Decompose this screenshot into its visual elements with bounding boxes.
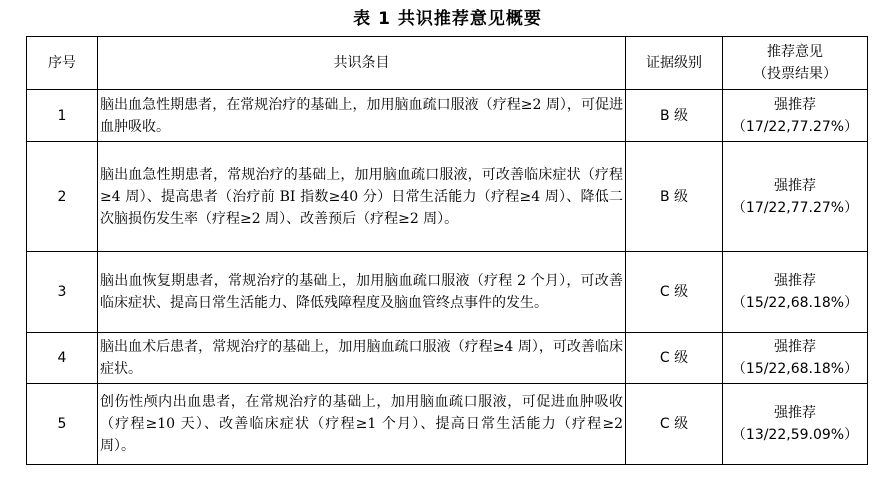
row-item: [98, 142, 626, 252]
row-item: [98, 90, 626, 142]
row-vote: （15/22,68.18%）: [731, 295, 859, 311]
header-vote-label: （投票结果）: [753, 66, 837, 82]
header-recommendation: [723, 37, 868, 90]
row-vote: （17/22,77.27%）: [731, 199, 859, 216]
row-level: C 级: [626, 252, 723, 333]
table-row: [27, 90, 868, 142]
row-item-text: 脑出血急性期患者，常规治疗的基础上，加用脑血疏口服液，可改善临床症状（疗程≥4 周）、提高患者（治疗前 BI 指数≥40 分）日常生活能力（疗程≥4 周）、降低二次脑损伤发生率（疗程≥2 周）、改善预后（疗程≥2 周）。: [100, 166, 623, 227]
row-recommendation: [723, 90, 868, 142]
row-rec: 强推荐: [774, 177, 816, 194]
row-no: 2: [27, 142, 98, 252]
row-rec: 强推荐: [774, 405, 816, 421]
row-vote: （17/22,77.27%）: [731, 118, 859, 135]
row-level: B 级: [626, 142, 723, 252]
row-no: 5: [27, 384, 98, 465]
row-level: C 级: [626, 384, 723, 465]
row-level: C 级: [626, 333, 723, 384]
row-vote: （13/22,59.09%）: [731, 427, 859, 443]
row-item-text: 脑出血术后患者，常规治疗的基础上，加用脑血疏口服液（疗程≥4 周），可改善临床症状。: [100, 339, 623, 377]
row-no: 4: [27, 333, 98, 384]
header-rec-label: 推荐意见: [767, 44, 823, 60]
row-rec: 强推荐: [774, 339, 816, 355]
row-rec: 强推荐: [774, 273, 816, 289]
row-recommendation: [723, 333, 868, 384]
row-item-text: 脑出血恢复期患者，常规治疗的基础上，加用脑血疏口服液（疗程 2 个月），可改善临床症状、提高日常生活能力、降低残障程度及脑血管终点事件的发生。: [100, 273, 623, 311]
row-vote: （15/22,68.18%）: [731, 361, 859, 377]
row-item-text: 脑出血急性期患者，在常规治疗的基础上，加用脑血疏口服液（疗程≥2 周），可促进血肿吸收。: [100, 96, 623, 135]
header-item: 共识条目: [98, 37, 626, 90]
header-level: 证据级别: [626, 37, 723, 90]
table-row: [27, 333, 868, 384]
table-row: [27, 142, 868, 252]
row-item: [98, 333, 626, 384]
row-level: B 级: [626, 90, 723, 142]
row-recommendation: [723, 384, 868, 465]
row-rec: 强推荐: [774, 96, 816, 113]
consensus-table: [26, 36, 868, 465]
table-row: [27, 384, 868, 465]
header-no: 序号: [27, 37, 98, 90]
row-item-text: 创伤性颅内出血患者，在常规治疗的基础上，加用脑血疏口服液，可促进血肿吸收（疗程≥10 天）、改善临床症状（疗程≥1 个月）、提高日常生活能力（疗程≥2 周）。: [100, 394, 623, 454]
table-header-row: [27, 37, 868, 90]
row-item: [98, 384, 626, 465]
row-recommendation: [723, 142, 868, 252]
row-item: [98, 252, 626, 333]
row-no: 1: [27, 90, 98, 142]
row-no: 3: [27, 252, 98, 333]
table-title: 表 1 共识推荐意见概要: [353, 9, 542, 29]
table-row: [27, 252, 868, 333]
row-recommendation: [723, 252, 868, 333]
